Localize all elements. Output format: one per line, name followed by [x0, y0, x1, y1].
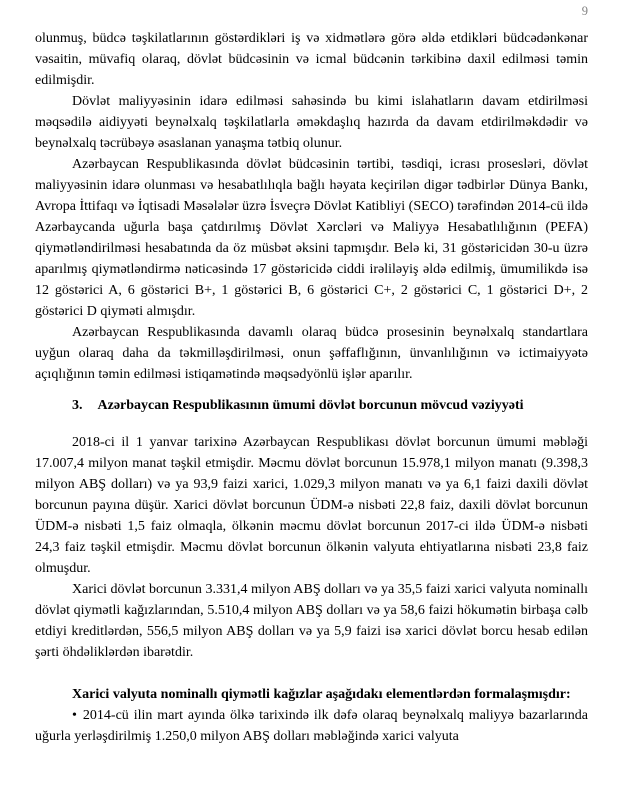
section-number: 3. [72, 398, 83, 413]
paragraph-pefa-assessment: Azərbaycan Respublikasında dövlət büdcəsinin tərtibi, təsdiqi, icrası prosesləri, dövlət maliyyəsinin idarə olunması və hesabatlılıqla bağlı həyata keçirilən digər tədbirlər Dünya Bankı, Avropa İttifaqı və İqtisadi Məsələlər üzrə İsveçrə Dövlət Katibliyi (SECO) tərəfindən 2014-cü ildə Azərbaycanda uğurla başa çatdırılmış Dövlət Xərcləri və Maliyyə Hesabatlılığının (PEFA) qiymətləndirilməsi hesabatında da öz müsbət əksini tapmışdır. Belə ki, 31 göstəricidən 30-u üzrə aparılmış qiymətləndirmə nəticəsində 17 göstəricidə ciddi irəliləyiş əldə edilmiş, ümumilikdə isə 12 göstərici A, 6 göstərici B+, 1 göstərici B, 6 göstərici C+, 2 göstərici C, 1 göstərici D+, 2 göstərici D qiyməti almışdır. [35, 157, 588, 319]
paragraph-debt-structure: Xarici dövlət borcunun 3.331,4 milyon ABŞ dolları və ya 35,5 faizi xarici valyuta nominallı dövlət qiymətli kağızlarından, 5.510,4 milyon ABŞ dolları və ya 58,6 faizi hökumətin birbaşa cəlb etdiyi kreditlərdən, 556,5 milyon ABŞ dolları və ya 5,9 faizi isə xarici dövlət borcu hesab edilən şərti öhdəliklərdən ibarətdir. [35, 582, 588, 660]
section-heading [35, 395, 588, 416]
paragraph-budget-improvement: Azərbaycan Respublikasında davamlı olaraq büdcə prosesinin beynəlxalq standartlara uyğun olaraq daha da təkmilləşdirilməsi, onun şəffaflığının, ünvanlılığının və ictimaiyyətə açıqlığının təmin edilməsi istiqamətində məqsədyönlü işlər aparılır. [35, 325, 588, 382]
paragraph-debt-total: 2018-ci il 1 yanvar tarixinə Azərbaycan Respublikası dövlət borcunun ümumi məbləği 17.007,4 milyon manat təşkil etmişdir. Məcmu dövlət borcunun 15.978,1 milyon manatı (9.398,3 milyon ABŞ dolları) və ya 93,9 faizi xarici, 1.029,3 milyon manatı və ya 6,1 faizi daxili dövlət borcunun payına düşür. Xarici dövlət borcunun ÜDM-ə nisbəti 22,8 faiz, daxili dövlət borcunun ÜDM-ə nisbəti 1,5 faiz olmaqla, ölkənin məcmu dövlət borcunun 2017-ci ildə ÜDM-ə nisbəti 24,3 faiz təşkil etmişdir. Məcmu dövlət borcunun ölkənin valyuta ehtiyatlarına nisbəti 23,8 faiz olmuşdur. [35, 435, 588, 576]
paragraph-reforms-cooperation: Dövlət maliyyəsinin idarə edilməsi sahəsində bu kimi islahatların davam etdirilməsi məqsədilə aidiyyəti beynəlxalq təşkilatlarla əməkdaşlıq hazırda da davam etdirilməkdədir və beynəlxalq təcrübəyə əsaslanan yanaşma tətbiq olunur. [35, 94, 588, 151]
section-title: Azərbaycan Respublikasının ümumi dövlət borcunun mövcud vəziyyəti [97, 398, 524, 413]
document-content [35, 28, 588, 747]
bullet-item-text: 2014-cü ilin mart ayında ölkə tarixində ilk dəfə olaraq beynəlxalq maliyyə bazarlarında uğurla yerləşdirilmiş 1.250,0 milyon ABŞ dolları məbləğində xarici valyuta [35, 708, 588, 744]
bullet-item-eurobond [35, 705, 588, 747]
paragraph-securities-lead: Xarici valyuta nominallı qiymətli kağızlar aşağıdakı elementlərdən formalaşmışdır: [72, 687, 571, 702]
bullet-icon: • [72, 708, 77, 723]
paragraph-budget-inclusion: olunmuş, büdcə təşkilatlarının göstərdikləri iş və xidmətlərə görə əldə etdikləri büdcədənkənar vəsaitin, müvafiq olaraq, dövlət büdcəsinin və icmal büdcənin tərkibinə daxil edilməsi təmin edilmişdir. [35, 31, 588, 88]
page-number: 9 [581, 4, 588, 18]
